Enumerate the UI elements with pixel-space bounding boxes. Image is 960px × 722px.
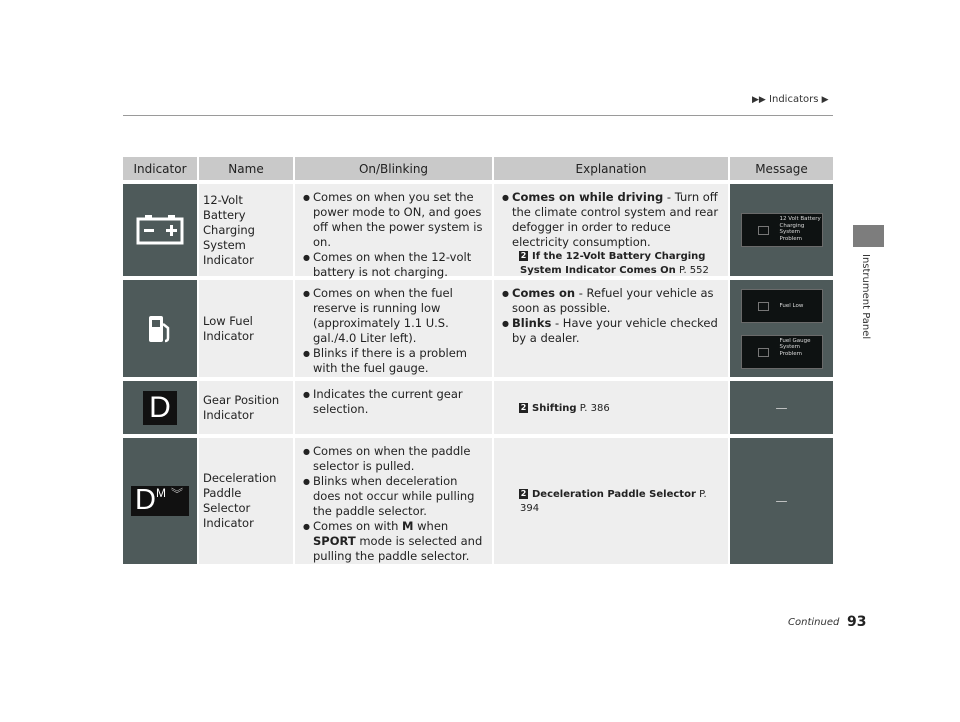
message-cell: [730, 280, 833, 377]
explanation-bold: Comes on: [512, 286, 576, 300]
reference-page: P. 386: [579, 402, 610, 414]
on-blinking-item: ● Blinks when deceleration does not occur while pulling the paddle selector.: [303, 474, 486, 519]
battery-icon: [758, 226, 769, 235]
fuel-pump-icon: [123, 280, 199, 377]
fuel-pump-icon: [758, 348, 769, 357]
breadcrumb-label[interactable]: Indicators: [769, 94, 819, 105]
message-display: [741, 335, 823, 369]
indicator-name: Low Fuel Indicator: [199, 280, 295, 377]
on-blinking-cell: [295, 438, 494, 564]
on-blinking-item: ● Comes on when you set the power mode to ON, and goes off when the power system is on.: [303, 190, 486, 250]
reference-arrow-icon: 2: [520, 489, 527, 498]
page-number: 93: [847, 614, 867, 630]
explanation-text: - Have your vehicle checked by a dealer.: [512, 316, 718, 345]
on-blinking-text: Comes on with: [313, 519, 403, 533]
on-blinking-text: mode is selected and pulling the paddle selector.: [313, 534, 483, 563]
indicator-table: [123, 157, 833, 564]
on-blinking-item: ● Blinks if there is a problem with the fuel gauge.: [303, 346, 486, 376]
message-none: —: [775, 494, 788, 508]
column-header: Explanation: [494, 157, 730, 180]
header-rule: [123, 115, 833, 116]
explanation-item: [502, 316, 722, 346]
message-cell: [730, 184, 833, 276]
section-tab: [853, 225, 884, 247]
reference-title: Deceleration Paddle Selector: [532, 489, 696, 500]
reference-page: P. 394: [520, 489, 707, 514]
message-text: Fuel Gauge System Problem: [779, 337, 811, 357]
reference-arrow-icon: 2: [520, 251, 527, 260]
column-header: Message: [755, 161, 808, 176]
continued-label: Continued: [788, 617, 840, 628]
on-blinking-text: when: [413, 519, 449, 533]
explanation-cell: [494, 280, 730, 377]
on-blinking-item: ● Indicates the current gear selection.: [303, 387, 486, 417]
explanation-item: [502, 286, 722, 316]
gear-letter: D: [143, 391, 177, 425]
explanation-cell: [494, 184, 730, 276]
reference-title: Shifting: [532, 402, 577, 414]
on-blinking-cell: [295, 184, 494, 279]
message-text: 12 Volt Battery Charging System Problem: [779, 216, 821, 242]
gear-letter: D: [135, 484, 156, 516]
reference-arrow-icon: 2: [520, 402, 527, 412]
explanation-bold: Comes on while driving: [512, 190, 664, 204]
indicator-name: Gear Position Indicator: [199, 381, 295, 434]
reference-title: If the 12-Volt Battery Charging System Indicator Comes On: [520, 251, 706, 276]
message-none: —: [775, 400, 788, 415]
mode-letter: M: [156, 486, 166, 500]
fuel-pump-icon: [758, 302, 769, 311]
chevron-down-icon: ︾: [171, 487, 184, 501]
message-text: Fuel Low: [779, 302, 804, 309]
reference-page: P. 552: [678, 265, 709, 276]
breadcrumb: [752, 94, 829, 105]
explanation-text: - Turn off the climate control system and rear defogger in order to reduce electricity consumption.: [512, 190, 719, 249]
on-blinking-item: ● Comes on when the fuel reserve is running low (approximately 1.1 U.S. gal./4.0 Liter left).: [303, 286, 486, 346]
explanation-bold: Blinks: [512, 316, 552, 330]
table-row: [123, 438, 833, 564]
column-header: Name: [199, 157, 295, 180]
table-header: [123, 157, 833, 180]
message-display: [741, 213, 823, 247]
breadcrumb-arrow-icon: ▶: [821, 95, 829, 105]
explanation-cell: [494, 438, 730, 564]
cross-reference-link[interactable]: [502, 250, 722, 278]
on-blinking-bold: SPORT: [313, 534, 356, 548]
column-header: On/Blinking: [295, 157, 494, 180]
cross-reference-link[interactable]: [502, 402, 610, 416]
table-row: [123, 280, 833, 377]
column-header: Indicator: [123, 157, 199, 180]
message-cell: [730, 438, 833, 564]
gear-d-icon: [123, 381, 199, 434]
breadcrumb-arrow-icon: ▶▶: [752, 95, 766, 105]
explanation-text: - Refuel your vehicle as soon as possible.: [512, 286, 714, 315]
table-row: [123, 381, 833, 434]
on-blinking-bold: M: [402, 519, 414, 533]
on-blinking-cell: [295, 381, 494, 434]
table-row: [123, 184, 833, 279]
indicator-name: Deceleration Paddle Selector Indicator: [199, 438, 295, 564]
decel-paddle-icon: [123, 438, 199, 564]
message-cell: [730, 381, 833, 434]
indicator-name: 12-Volt Battery Charging System Indicator: [199, 184, 295, 276]
on-blinking-item: ● Comes on when the 12-volt battery is not charging.: [303, 250, 486, 280]
on-blinking-cell: [295, 280, 494, 377]
message-display: [741, 289, 823, 323]
explanation-cell: [494, 381, 730, 434]
battery-icon: [123, 184, 199, 276]
on-blinking-item: [303, 519, 486, 564]
on-blinking-item: ● Comes on when the paddle selector is pulled.: [303, 444, 486, 474]
section-label: Instrument Panel: [860, 254, 871, 340]
explanation-item: [502, 190, 722, 250]
cross-reference-link[interactable]: [502, 488, 722, 516]
